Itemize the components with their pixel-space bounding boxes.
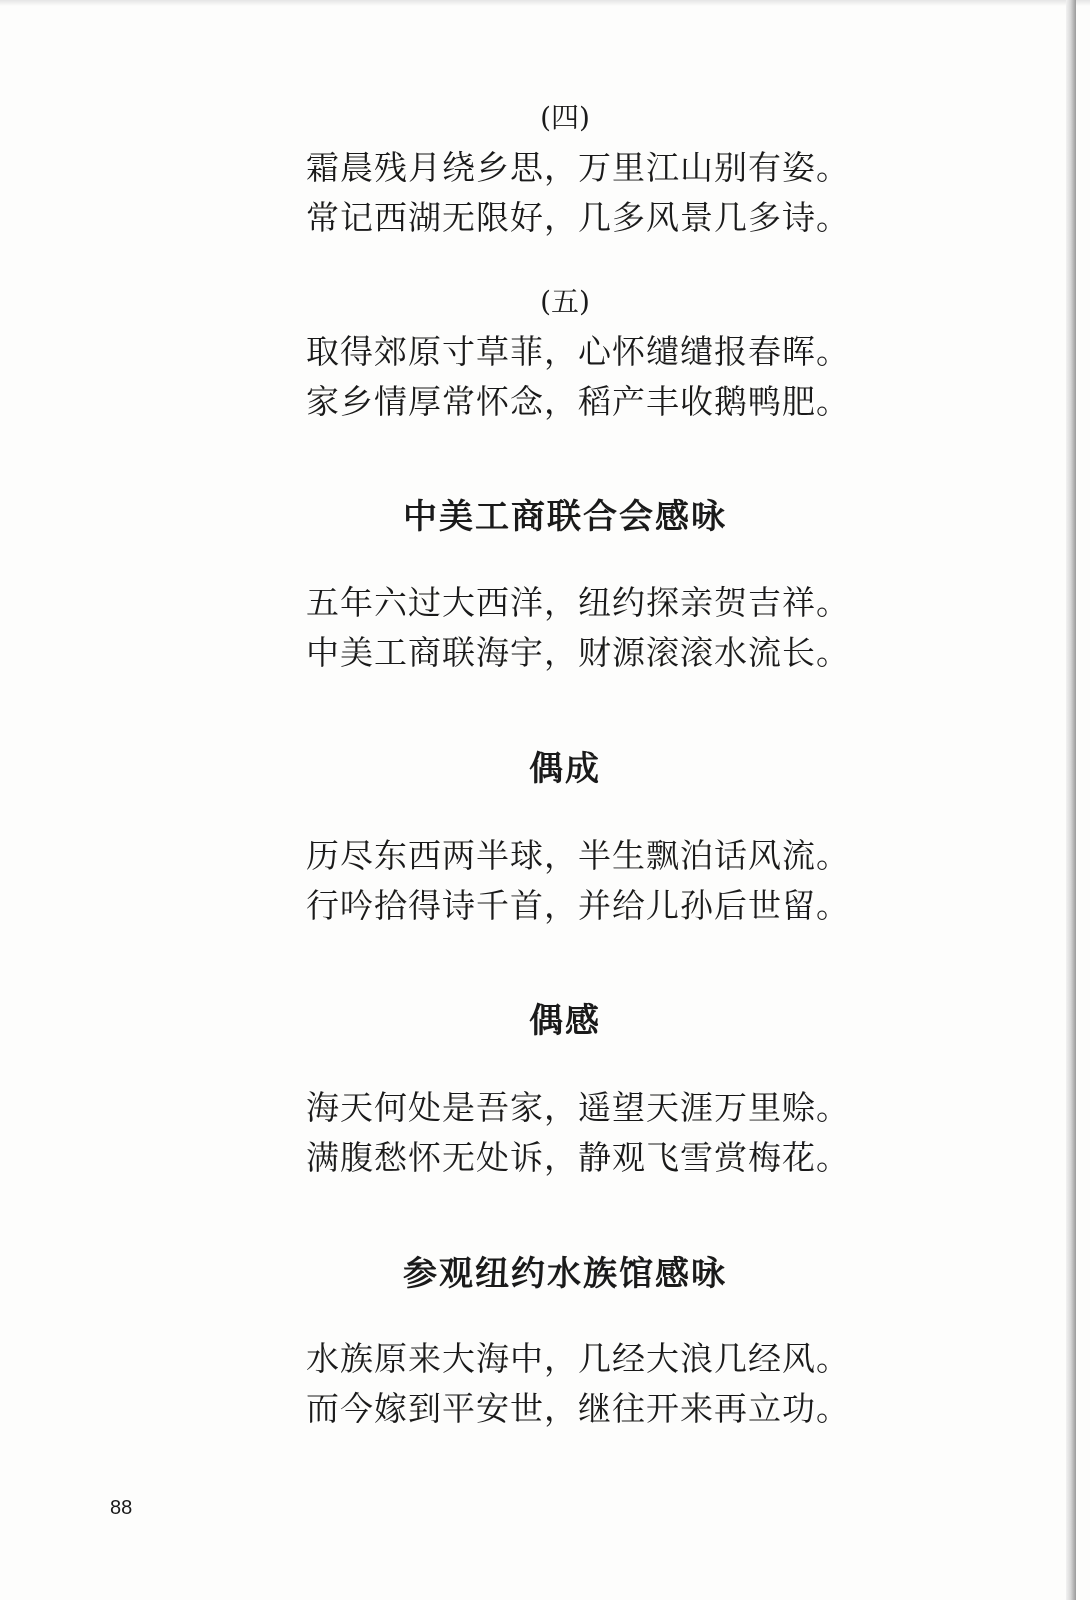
poem-title: 参观纽约水族馆感咏 (403, 1254, 727, 1294)
page-top-edge (0, 0, 1090, 6)
poem-line: 历尽东西两半球，半生飘泊话风流。 (306, 836, 850, 875)
poem-title: 中美工商联合会感咏 (403, 497, 727, 537)
poem-line: 五年六过大西洋，纽约探亲贺吉祥。 (306, 583, 850, 622)
poem-subtitle: (四) (540, 101, 590, 134)
poem-title: 偶成 (529, 749, 601, 789)
poem-line: 海天何处是吾家，遥望天涯万里赊。 (306, 1088, 850, 1127)
poem-title: 偶感 (529, 1001, 601, 1041)
poem-line: 常记西湖无限好，几多风景几多诗。 (306, 198, 850, 237)
poem-line: 家乡情厚常怀念，稻产丰收鹅鸭肥。 (306, 382, 850, 421)
page-binding-edge (1066, 0, 1076, 1600)
poem-line: 而今嫁到平安世，继往开来再立功。 (306, 1389, 850, 1428)
poem-line: 取得郊原寸草菲，心怀缱缱报春晖。 (306, 332, 850, 371)
page-number: 88 (110, 1497, 133, 1519)
poem-subtitle: (五) (540, 285, 590, 318)
poem-line: 霜晨残月绕乡思，万里江山别有姿。 (306, 148, 850, 187)
poem-line: 满腹愁怀无处诉，静观飞雪赏梅花。 (306, 1138, 850, 1177)
poem-line: 中美工商联海宇，财源滚滚水流长。 (306, 633, 850, 672)
poem-line: 水族原来大海中，几经大浪几经风。 (306, 1339, 850, 1378)
poem-line: 行吟拾得诗千首，并给儿孙后世留。 (306, 886, 850, 925)
